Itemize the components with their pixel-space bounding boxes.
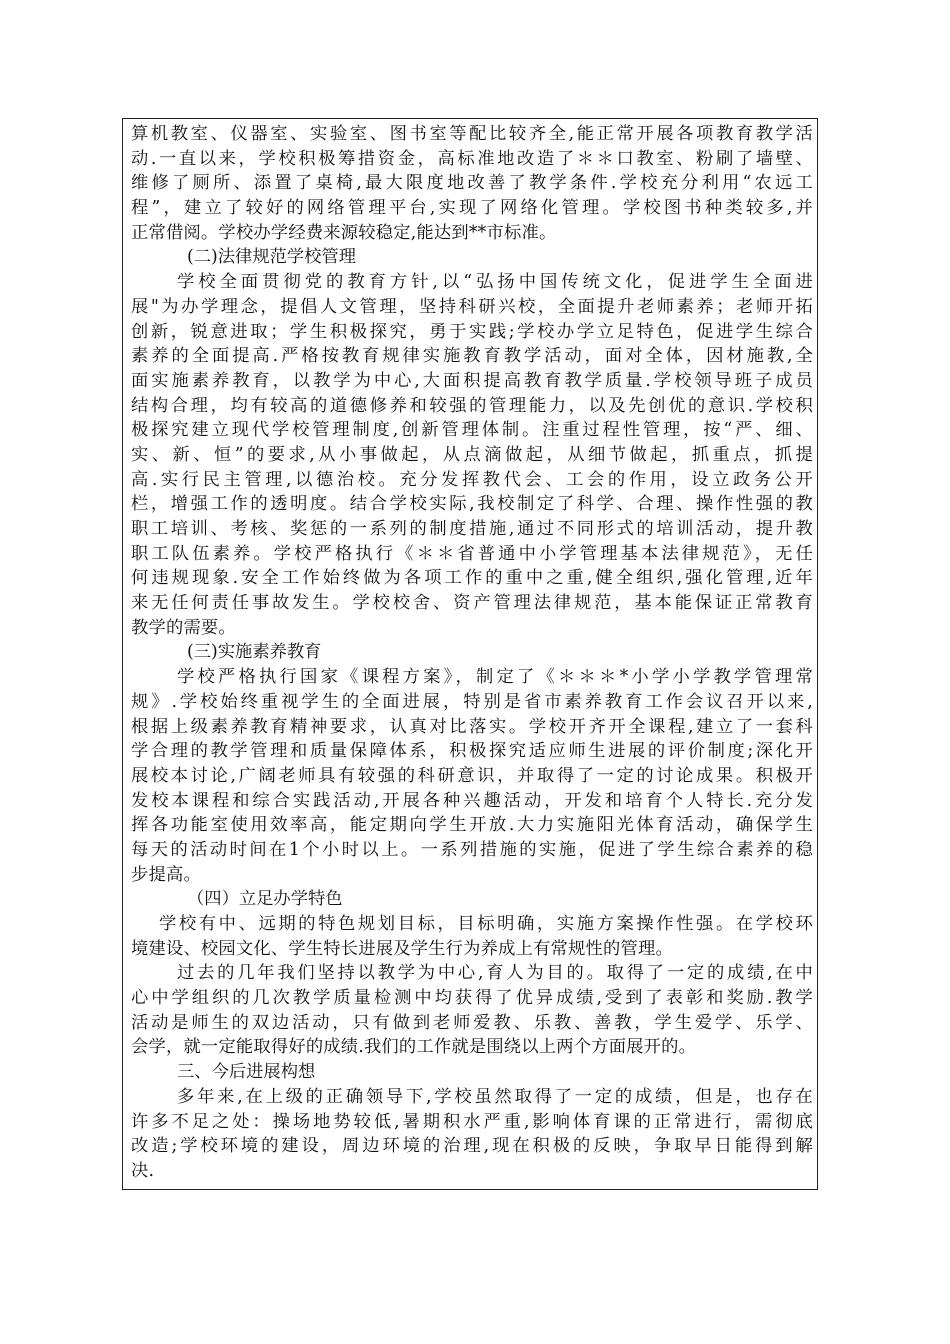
paragraph-line: 极探究建立现代学校管理制度,创新管理体制。注重过程性管理，按“严、细、 [131,420,813,441]
paragraph-line: 面实施素养教育，以教学为中心,大面积提高教育教学质量.学校领导班子成员 [131,370,813,391]
paragraph [131,270,813,640]
paragraph-line: 学校全面贯彻党的教育方针,以“弘扬中国传统文化，促进学生全面进 [177,272,813,293]
paragraph-line: 每天的活动时间在1个小时以上。一系列措施的实施，促进了学生综合素养的稳 [131,839,813,860]
paragraph-line: 境建设、校园文化、学生特长进展及学生行为养成上有常规性的管理。 [131,938,673,959]
paragraph-line: 决. [131,1160,155,1181]
paragraph-line: 教学的需要。 [131,617,236,638]
section-heading: 三、今后进展构想 [177,1062,316,1083]
paragraph-line: 规》.学校始终重视学生的全面进展，特别是省市素养教育工作会议召开以来, [131,691,813,712]
paragraph-line: 活动是师生的双边活动，只有做到老师爱教、乐教、善教，学生爱学、乐学、 [131,1012,813,1033]
paragraph-line: 许多不足之处：操场地势较低,暑期积水严重,影响体育课的正常进行，需彻底 [131,1111,813,1132]
paragraph-line: 学校有中、远期的特色规划目标，目标明确，实施方案操作性强。在学校环 [159,914,813,935]
paragraph [131,665,813,887]
paragraph-line: 发校本课程和综合实践活动,开展各种兴趣活动，开发和培育个人特长.充分发 [131,790,813,811]
paragraph-line: 展校本讨论,广阔老师具有较强的科研意识，并取得了一定的讨论成果。积极开 [131,765,813,786]
paragraph-line: 何违规现象.安全工作始终做为各项工作的重中之重,健全组织,强化管理,近年 [131,568,813,589]
paragraph-line: 心中学组织的几次教学质量检测中均获得了优异成绩,受到了表彰和奖励.教学 [131,988,813,1009]
paragraph-line: 职工队伍素养。学校严格执行《＊＊省普通中小学管理基本法律规范》，无任 [131,543,813,564]
paragraph [131,122,813,245]
section-heading: （四）立足办学特色 [187,889,343,910]
paragraph [131,912,813,961]
paragraph-line: 来无任何责任事故发生。学校校舍、资产管理法律规范，基本能保证正常教育 [131,593,813,614]
paragraph-line: 动.一直以来，学校积极筹措资金，高标准地改造了＊＊口教室、粉刷了墙壁、 [131,148,813,169]
paragraph-line: 改造;学校环境的建设，周边环境的治理,现在积极的反映，争取早日能得到解 [131,1136,813,1157]
paragraph-line: 过去的几年我们坚持以教学为中心,育人为目的。取得了一定的成绩,在中 [177,963,813,984]
paragraph-line: 职工培训、考核、奖惩的一系列的制度措施,通过不同形式的培训活动，提升教 [131,519,813,540]
paragraph-line: 实、新、恒”的要求,从小事做起，从点滴做起，从细节做起，抓重点，抓提 [131,444,813,465]
section-heading: (二)法律规范学校管理 [187,247,357,268]
paragraph-line: 步提高。 [131,864,201,885]
section-heading: (三)实施素养教育 [187,642,322,663]
paragraph-line: 多年来,在上级的正确领导下,学校虽然取得了一定的成绩，但是，也存在 [177,1086,813,1107]
paragraph-line: 算机教室、仪器室、实验室、图书室等配比较齐全,能正常开展各项教育教学活 [131,124,813,144]
paragraph-line: 根据上级素养教育精神要求，认真对比落实。学校开齐开全课程,建立了一套科 [131,716,813,737]
paragraph-line: 素养的全面提高.严格按教育规律实施教育教学活动，面对全体，因材施教,全 [131,346,813,367]
paragraph-line: 创新，锐意进取；学生积极探究，勇于实践;学校办学立足特色，促进学生综合 [131,321,813,342]
paragraph-line: 结构合理，均有较高的道德修养和较强的管理能力，以及先创优的意识.学校积 [131,395,813,416]
paragraph-line: 展"为办学理念，提倡人文管理，坚持科研兴校，全面提升老师素养；老师开拓 [131,296,813,317]
paragraph [131,961,813,1060]
paragraph-line: 会学，就一定能取得好的成绩.我们的工作就是围绕以上两个方面展开的。 [131,1037,697,1058]
paragraph-line: 正常借阅。学校办学经费来源较稳定,能达到**市标准。 [131,222,557,243]
paragraph-line: 挥各功能室使用效率高，能定期向学生开放.大力实施阳光体育活动，确保学生 [131,815,813,836]
paragraph-line: 维修了厕所、添置了桌椅,最大限度地改善了教学条件.学校充分利用“农远工 [131,173,813,194]
paragraph-line: 高.实行民主管理,以德治校。充分发挥教代会、工会的作用，设立政务公开 [131,469,813,490]
paragraph [131,1085,813,1184]
paragraph-line: 栏，增强工作的透明度。结合学校实际,我校制定了科学、合理、操作性强的教 [131,494,813,515]
paragraph-line: 学校严格执行国家《课程方案》，制定了《＊＊＊*小学小学教学管理常 [177,667,813,688]
paragraph-line: 程”，建立了较好的网络管理平台,实现了网络化管理。学校图书种类较多,并 [131,198,813,219]
paragraph-line: 学合理的教学管理和质量保障体系，积极探究适应师生进展的评价制度;深化开 [131,741,813,762]
document-body [131,122,813,1184]
